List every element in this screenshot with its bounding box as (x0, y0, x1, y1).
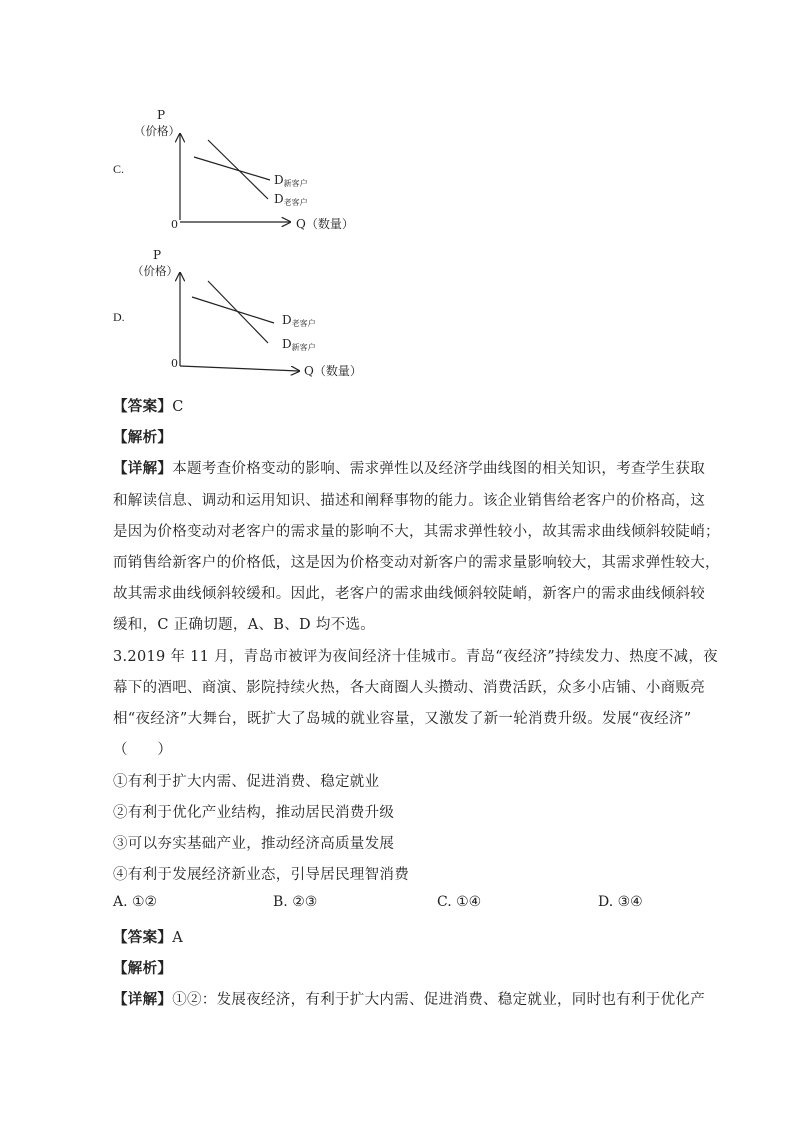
q2-detail-line (113, 457, 705, 478)
q2-detail-line: 和解读信息、调动和运用知识、描述和阐释事物的能力。该企业销售给老客户的价格高，这 (113, 493, 705, 509)
detail-text: 本题考查价格变动的影响、需求弹性以及经济学曲线图的相关知识，考查学生获取 (172, 461, 705, 477)
demand-curve-new-customer (194, 157, 270, 180)
y-axis-label: （价格） (132, 264, 178, 278)
q3-detail-line (113, 988, 705, 1009)
choice-c: C. ①④ (437, 894, 482, 910)
demand-curve-old-customer (192, 297, 274, 323)
answer-value: C (172, 399, 184, 415)
detail-text: ①②：发展夜经济，有利于扩大内需、促进消费、稳定就业，同时也有利于优化产 (172, 992, 705, 1008)
q2-answer-line (113, 395, 184, 416)
curve-1-label: D (282, 313, 292, 327)
q2-detail-line: 而销售给新客户的价格低，这是因为价格变动对新客户的需求量影响较大，其需求弹性较大， (113, 555, 720, 571)
origin-label: 0 (171, 218, 178, 231)
answer-tag: 【答案】 (113, 929, 173, 946)
demand-curve-new-customer (208, 281, 268, 343)
curve-1-label: D (274, 173, 284, 187)
q2-analysis-tag: 【解析】 (113, 429, 173, 446)
q3-statement: ④有利于发展经济新业态，引导居民理智消费 (113, 867, 409, 883)
option-d-label: D. (113, 310, 125, 324)
curve-2-label: D (274, 192, 284, 206)
detail-tag: 【详解】 (113, 991, 173, 1008)
choice-a: A. ①② (113, 894, 158, 910)
answer-tag: 【答案】 (113, 398, 173, 415)
q3-statement: ③可以夯实基础产业，推动经济高质量发展 (113, 836, 395, 852)
y-axis-label: （价格） (134, 124, 180, 138)
curve-1-sub: 老客户 (291, 319, 316, 328)
x-axis-label: Q（数量） (296, 217, 354, 231)
x-axis-label: Q（数量） (304, 364, 362, 378)
curve-2-label: D (282, 337, 292, 351)
q3-answer-line (113, 926, 183, 947)
demand-graph-c (128, 104, 378, 234)
q2-detail-line: 缓和，C 正确切题，A、B、D 均不选。 (113, 617, 376, 633)
curve-2-sub: 老客户 (283, 198, 308, 207)
origin-label: 0 (171, 357, 178, 370)
detail-tag: 【详解】 (113, 460, 173, 477)
demand-graph-d (128, 245, 378, 380)
q2-detail-line: 故其需求曲线倾斜较缓和。因此，老客户的需求曲线倾斜较陡峭，新客户的需求曲线倾斜较 (113, 586, 705, 602)
q3-statement: ②有利于优化产业结构，推动居民消费升级 (113, 805, 395, 821)
answer-value: A (172, 930, 183, 946)
q3-blank-bracket: （ ） (113, 742, 173, 758)
demand-curve-old-customer (208, 140, 268, 199)
svg-text:D老客户 (274, 192, 308, 207)
y-axis-symbol: P (153, 248, 162, 262)
svg-text:D新客户 (274, 173, 308, 188)
q2-detail-line: 是因为价格变动对老客户的需求量的影响不大，其需求弹性较小，故其需求曲线倾斜较陡峭； (113, 524, 720, 540)
x-axis (180, 366, 299, 371)
q3-stem-line: 幕下的酒吧、商演、影院持续火热，各大商圈人头攒动、消费活跃，众多小店铺、小商贩亮 (113, 680, 705, 696)
q3-analysis-tag: 【解析】 (113, 960, 173, 977)
curve-2-sub: 新客户 (291, 343, 316, 352)
choice-b: B. ②③ (273, 894, 318, 910)
svg-text:D老客户 (282, 313, 316, 328)
q3-statement: ①有利于扩大内需、促进消费、稳定就业 (113, 774, 380, 790)
curve-1-sub: 新客户 (283, 179, 308, 188)
choice-d: D. ③④ (598, 894, 643, 910)
q3-stem-line: 3.2019 年 11 月，青岛市被评为夜间经济十佳城市。青岛“夜经济”持续发力、热度不减，夜 (113, 649, 718, 665)
q3-stem-line: 相“夜经济”大舞台，既扩大了岛城的就业容量，又激发了新一轮消费升级。发展“夜经济” (113, 711, 692, 727)
svg-text:D新客户 (282, 337, 316, 352)
y-axis-symbol: P (157, 108, 166, 122)
option-c-label: C. (113, 162, 125, 176)
